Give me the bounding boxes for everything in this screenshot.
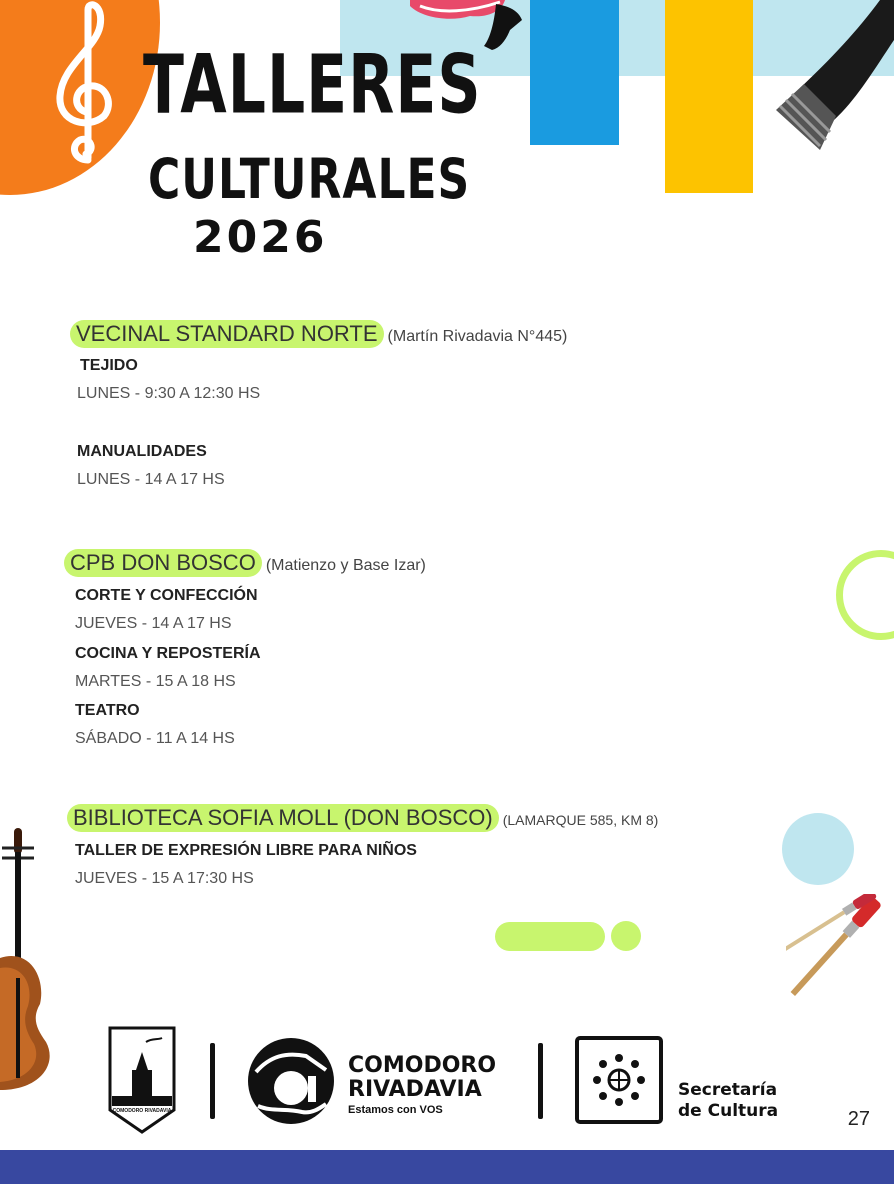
workshop-schedule: SÁBADO - 11 A 14 HS xyxy=(75,730,235,747)
workshop-name: MANUALIDADES xyxy=(77,443,207,460)
workshop-schedule: LUNES - 9:30 A 12:30 HS xyxy=(77,385,261,402)
city-name xyxy=(348,1054,496,1102)
workshop-schedule: LUNES - 14 A 17 HS xyxy=(77,471,225,488)
bottom-navy-band xyxy=(0,1150,894,1184)
green-pill-decoration xyxy=(495,922,605,951)
venue-heading-3 xyxy=(67,804,658,832)
venue-heading-1 xyxy=(70,320,567,348)
comodoro-rivadavia-logo xyxy=(246,1036,336,1126)
light-blue-circle-decoration xyxy=(782,813,854,885)
workshop-schedule: JUEVES - 15 A 17:30 HS xyxy=(75,870,254,887)
title-year: 2026 xyxy=(193,212,328,263)
yellow-bar-decoration xyxy=(665,0,753,193)
venue-name: CPB DON BOSCO xyxy=(64,549,262,577)
workshop-name: TALLER DE EXPRESIÓN LIBRE PARA NIÑOS xyxy=(75,842,417,859)
secretaria-line2: de Cultura xyxy=(678,1101,779,1121)
workshop-name: CORTE Y CONFECCIÓN xyxy=(75,587,258,604)
hair-clipper-image xyxy=(770,0,894,155)
globe-people-icon xyxy=(579,1040,659,1120)
workshop-name: TEATRO xyxy=(75,702,140,719)
city-crest-logo xyxy=(106,1026,178,1134)
venue-address: (LAMARQUE 585, KM 8) xyxy=(502,812,659,828)
city-slogan: Estamos con VOS xyxy=(348,1104,443,1116)
venue-name: VECINAL STANDARD NORTE xyxy=(70,320,384,348)
paintbrushes-image xyxy=(786,894,894,1004)
secretaria-cultura-label xyxy=(678,1080,778,1122)
page-number: 27 xyxy=(847,1108,870,1130)
footer-divider-1 xyxy=(210,1043,215,1119)
title-line-1: TALLERES xyxy=(143,38,482,133)
venue-name: BIBLIOTECA SOFIA MOLL (DON BOSCO) xyxy=(67,804,499,832)
venue-heading-2 xyxy=(64,549,426,577)
green-ring-decoration xyxy=(836,550,894,640)
treble-clef-icon xyxy=(48,0,120,170)
blue-bar-decoration xyxy=(530,0,619,145)
city-name-line2: RIVADAVIA xyxy=(348,1077,482,1102)
secretaria-line1: Secretaría xyxy=(678,1080,778,1100)
footer-divider-2 xyxy=(538,1043,543,1119)
workshop-name: TEJIDO xyxy=(80,357,138,374)
green-dot-decoration xyxy=(611,921,641,951)
venue-address: (Matienzo y Base Izar) xyxy=(265,557,426,574)
title-line-2: CULTURALES xyxy=(148,148,471,212)
venue-address: (Martín Rivadavia N°445) xyxy=(387,328,568,345)
crest-label: COMODORO RIVADAVIA xyxy=(112,1108,172,1114)
city-name-line1: COMODORO xyxy=(348,1053,497,1078)
secretaria-cultura-logo xyxy=(575,1036,663,1124)
workshop-name: COCINA Y REPOSTERÍA xyxy=(75,645,261,662)
workshop-schedule: JUEVES - 14 A 17 HS xyxy=(75,615,232,632)
violin-image xyxy=(0,828,56,1090)
workshop-schedule: MARTES - 15 A 18 HS xyxy=(75,673,236,690)
